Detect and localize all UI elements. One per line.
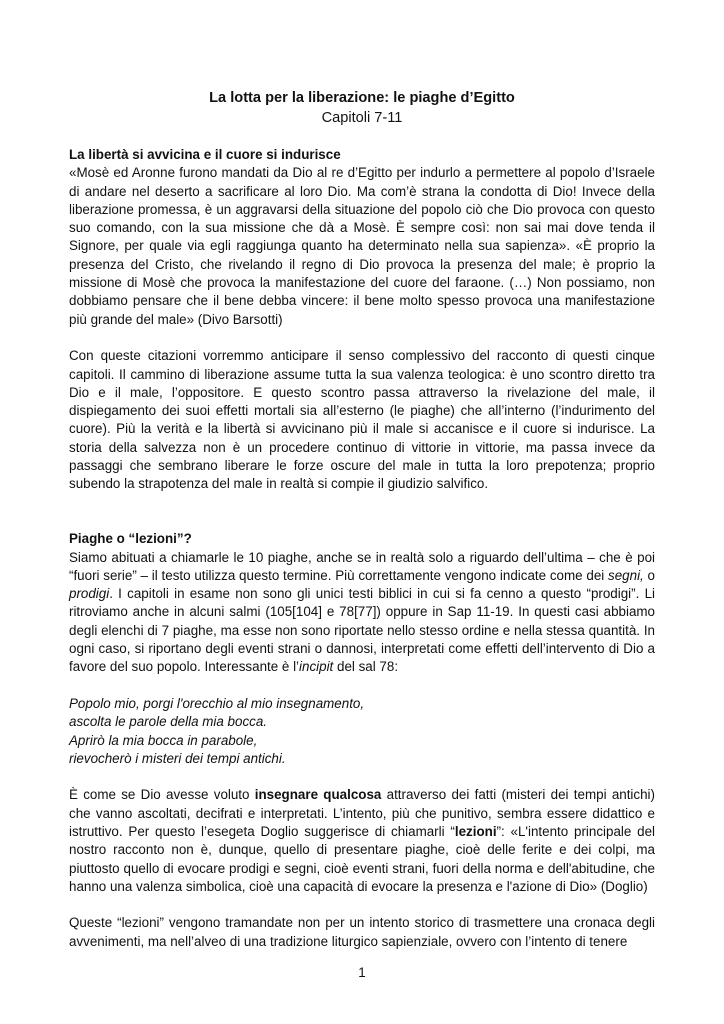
quote-paragraph: «Mosè ed Aronne furono mandati da Dio al re d’Egitto per indurlo a permettere al popolo d’Israele di andare nel deserto a sacrificare al loro Dio. Ma com’è strana la condotta di Dio! Invece della liberazione promessa, è un aggravarsi della situazione del popolo ciò che Dio provoca con questo suo comando, con la sua missione che dà a Mosè. È sempre così: non sai mai dove tenda il Signore, per quale via egli raggiunga quanto ha determinato nella sua sapienza». «È proprio la presenza del Cristo, che rivelando il regno di Dio provoca la presenza del male; è proprio la missione di Mosè che provoca la manifestazione del cuore del faraone. (…) Non possiamo, non dobbiamo pensare che il bene debba vincere: il bene molto spesso provoca una manifestazione più grande del male» (Divo Barsotti) xyxy=(69,165,655,327)
psalm-line: ascolta le parole della mia bocca. xyxy=(69,714,267,730)
section-heading-piaghe: Piaghe o “lezioni”? xyxy=(69,531,192,547)
psalm-line: rievocherò i misteri dei tempi antichi. xyxy=(69,750,286,766)
paragraph-spacer xyxy=(69,329,655,347)
body-paragraph-lezioni xyxy=(69,786,655,896)
italic-term-prodigi: prodigi xyxy=(69,586,110,602)
text-run: È come se Dio avesse voluto xyxy=(69,787,255,803)
document-subtitle: Capitoli 7-11 xyxy=(321,110,403,126)
psalm-line: Aprirò la mia bocca in parabole, xyxy=(69,732,258,748)
paragraph-spacer xyxy=(69,896,655,914)
section-spacer xyxy=(69,494,655,531)
paragraph-spacer xyxy=(69,768,655,786)
text-run: Siamo abituati a chiamarle le 10 piaghe, anche se in realtà solo a riguardo dell’ultima – che è poi “fuori serie” – il testo utilizza questo termine. Più correttamente vengono indicate come dei xyxy=(69,549,655,583)
italic-term-incipit: incipit xyxy=(299,659,334,675)
italic-term-segni: segni, xyxy=(608,567,644,583)
paragraph-spacer xyxy=(69,677,655,695)
page-content xyxy=(69,88,655,951)
psalm-quote xyxy=(69,695,655,768)
section-heading-liberta: La libertà si avvicina e il cuore si indurisce xyxy=(69,147,341,162)
text-run: ”: «L'intento principale del nostro racconto non è, dunque, quello di presentare piaghe, cioè delle ferite e dei colpi, ma piuttosto quello di evocare prodigi e segni, cioè eventi strani, fuori della norma e dell'abitudine, che hanno una valenza simbolica, cioè una capacità di evocare la presenza e l'azione di Dio» (Doglio) xyxy=(69,823,655,894)
text-run: o xyxy=(643,567,655,583)
bold-term-insegnare: insegnare qualcosa xyxy=(254,787,382,803)
text-run: . I capitoli in esame non sono gli unici testi biblici in cui si fa cenno a questo “prodigi”. Li ritroviamo anche in alcuni salmi (105[104] e 78[77]) oppure in Sap 11-19. In questi casi abbiamo degli elenchi di 7 piaghe, ma esse non sono riportate nello stesso ordine e nella stessa quantità. In ogni caso, si riportano degli eventi strani o dannosi, interpretati come effetti dell’intervento di Dio a favore del suo popolo. Interessante è l’ xyxy=(69,586,655,675)
body-paragraph-tradizione: Queste “lezioni” vengono tramandate non per un intento storico di trasmettere una cronaca degli avvenimenti, ma nell’alveo di una tradizione liturgico sapienziale, ovvero con l’intento di tenere xyxy=(69,915,655,949)
psalm-line: Popolo mio, porgi l'orecchio al mio insegnamento, xyxy=(69,695,365,711)
bold-term-lezioni: lezioni xyxy=(454,823,497,839)
page-number: 1 xyxy=(358,965,366,980)
text-run: attraverso dei fatti (misteri dei tempi antichi) che vanno ascoltati, decifrati e interpretati. L’intento, più che punitivo, sembra essere didattico e istruttivo. Per questo l’esegeta Doglio suggerisce di chiamarli “ xyxy=(69,787,655,839)
body-paragraph: Con queste citazioni vorremmo anticipare il senso complessivo del racconto di questi cinque capitoli. Il cammino di liberazione assume tutta la sua valenza teologica: è uno scontro diretto tra Dio e il male, l’oppositore. E questo scontro passa attraverso la rivelazione del male, il dispiegamento dei suoi effetti mortali sia all’esterno (le piaghe) che all’interno (l’indurimento del cuore). Più la verità e la libertà si avvicinano più il male si accanisce e il cuore si indurisce. La storia della salvezza non è un procedere continuo di vittorie in vittorie, ma passa invece da passaggi che sembrano liberare le forze oscure del male in tutta la loro prepotenza; proprio subendo la strapotenza del male in realtà si compie il giudizio salvifico. xyxy=(69,348,655,492)
document-title: La lotta per la liberazione: le piaghe d’Egitto xyxy=(209,90,515,106)
text-run: del sal 78: xyxy=(333,659,399,675)
body-paragraph-piaghe xyxy=(69,549,655,677)
